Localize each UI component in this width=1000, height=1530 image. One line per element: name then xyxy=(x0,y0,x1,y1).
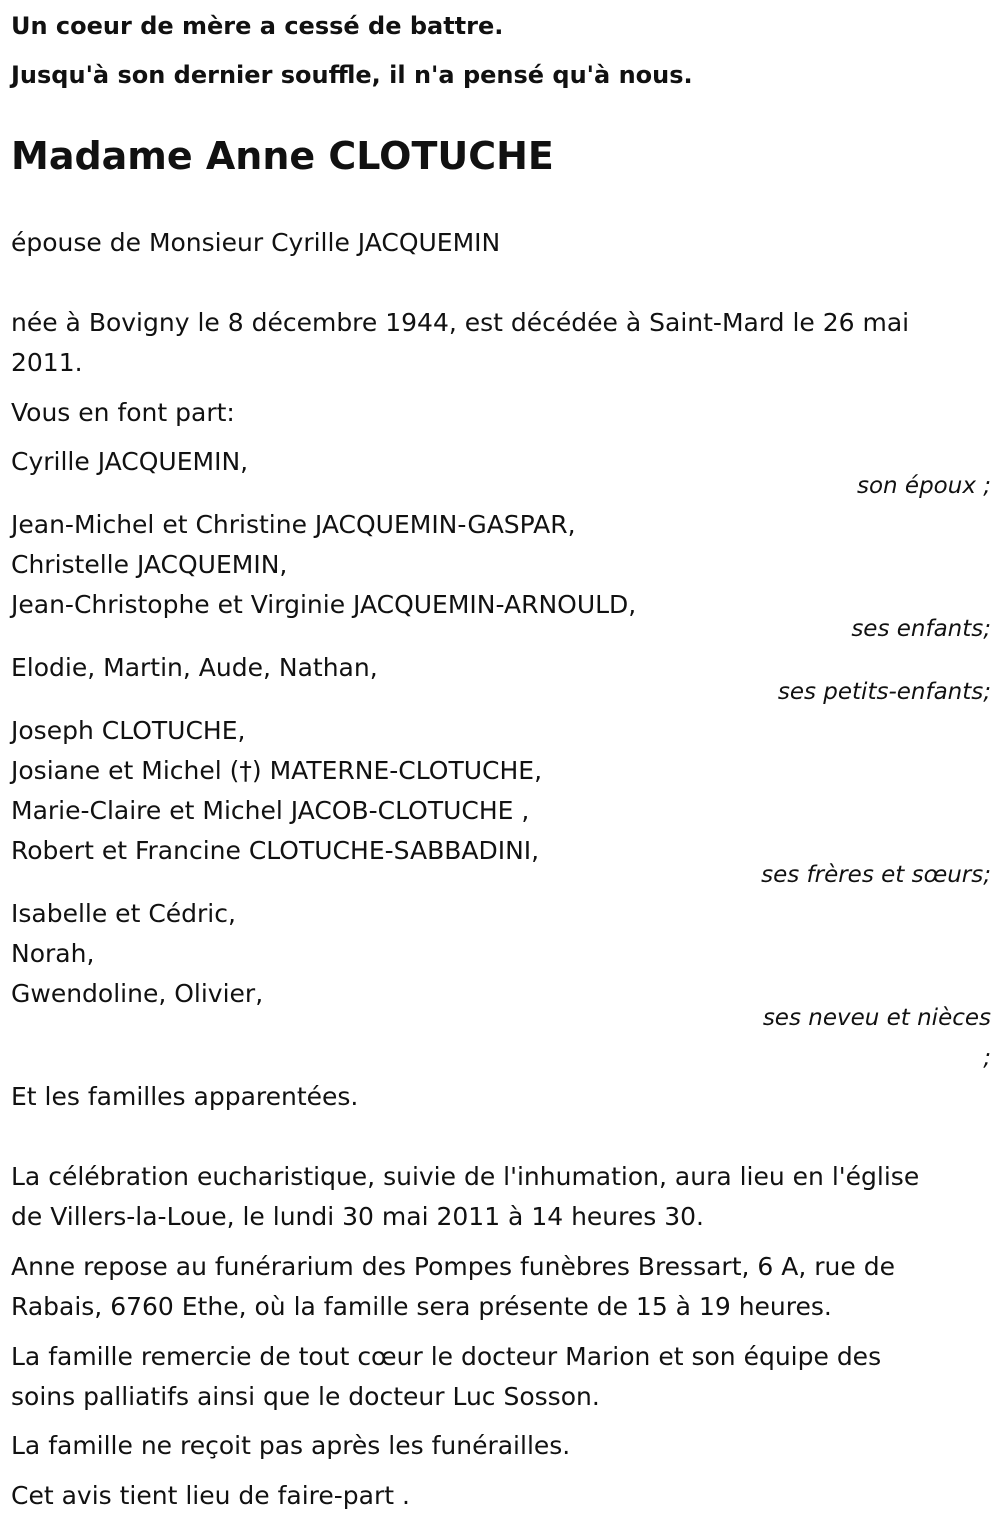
family-child-name: Jean-Michel et Christine JACQUEMIN-GASPAR, xyxy=(11,510,576,539)
thanks-line-1: La famille remercie de tout cœur le docteur Marion et son équipe des xyxy=(11,1342,882,1371)
family-child-name: Christelle JACQUEMIN, xyxy=(11,550,288,579)
family-siblings-role: ses frères et sœurs; xyxy=(761,862,991,888)
family-nephew-name: Norah, xyxy=(11,939,95,968)
intro-line-2: Jusqu'à son dernier souffle, il n'a pensé qu'à nous. xyxy=(11,61,693,89)
family-grandchildren-role: ses petits-enfants; xyxy=(777,679,991,705)
viewing-line-1: Anne repose au funérarium des Pompes funèbres Bressart, 6 A, rue de xyxy=(11,1252,895,1281)
family-children-role: ses enfants; xyxy=(851,616,991,642)
viewing-line-2: Rabais, 6760 Ethe, où la famille sera présente de 15 à 19 heures. xyxy=(11,1292,832,1321)
ceremony-line-1: La célébration eucharistique, suivie de l'inhumation, aura lieu en l'église xyxy=(11,1162,920,1191)
closing-line: Cet avis tient lieu de faire-part . xyxy=(11,1481,410,1510)
family-spouse-role: son époux ; xyxy=(856,473,991,499)
family-sibling-name: Marie-Claire et Michel JACOB-CLOTUCHE , xyxy=(11,796,530,825)
ceremony-line-2: de Villers-la-Loue, le lundi 30 mai 2011 à 14 heures 30. xyxy=(11,1202,704,1231)
family-grandchildren-name: Elodie, Martin, Aude, Nathan, xyxy=(11,653,378,682)
announce-line: Vous en font part: xyxy=(11,398,235,427)
family-nephew-name: Gwendoline, Olivier, xyxy=(11,979,264,1008)
spouse-line: épouse de Monsieur Cyrille JACQUEMIN xyxy=(11,228,501,257)
family-sibling-name: Josiane et Michel (†) MATERNE-CLOTUCHE, xyxy=(11,756,543,785)
thanks-line-2: soins palliatifs ainsi que le docteur Luc Sosson. xyxy=(11,1382,600,1411)
family-sibling-name: Joseph CLOTUCHE, xyxy=(11,716,246,745)
related-families: Et les familles apparentées. xyxy=(11,1082,359,1111)
family-nephew-name: Isabelle et Cédric, xyxy=(11,899,236,928)
birth-death-line-2: 2011. xyxy=(11,348,83,377)
family-spouse-name: Cyrille JACQUEMIN, xyxy=(11,447,249,476)
intro-line-1: Un coeur de mère a cessé de battre. xyxy=(11,12,504,40)
deceased-name-title: Madame Anne CLOTUCHE xyxy=(11,134,554,178)
no-reception-line: La famille ne reçoit pas après les funérailles. xyxy=(11,1431,571,1460)
family-nephews-role: ses neveu et nièces xyxy=(762,1005,991,1031)
family-child-name: Jean-Christophe et Virginie JACQUEMIN-ARNOULD, xyxy=(11,590,637,619)
family-sibling-name: Robert et Francine CLOTUCHE-SABBADINI, xyxy=(11,836,540,865)
family-nephews-role-suffix: ; xyxy=(983,1045,991,1071)
birth-death-line-1: née à Bovigny le 8 décembre 1944, est décédée à Saint-Mard le 26 mai xyxy=(11,308,910,337)
